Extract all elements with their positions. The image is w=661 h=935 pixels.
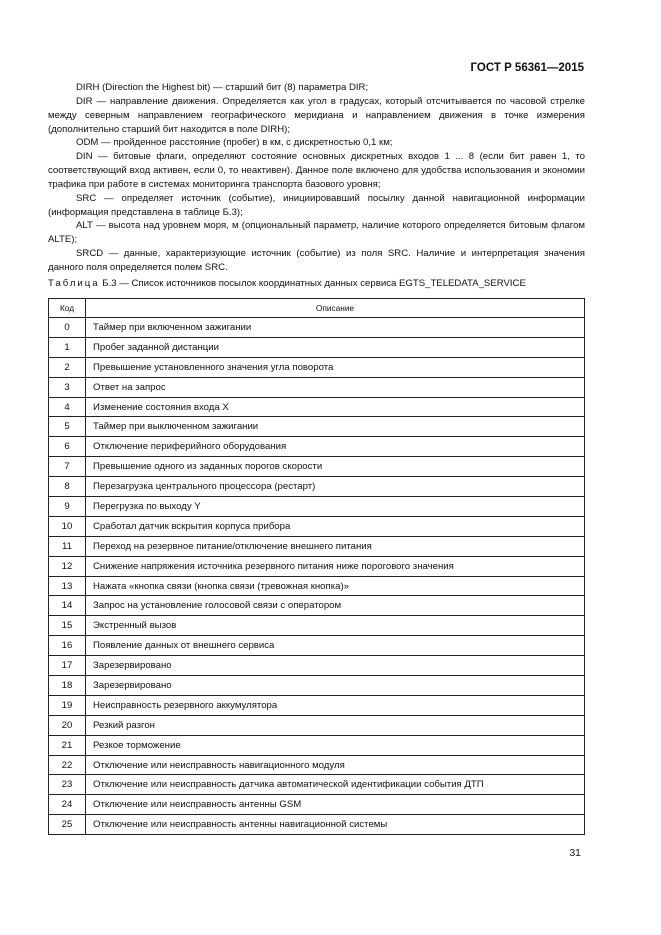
code-cell: 5 [49, 417, 86, 437]
table-row [49, 437, 585, 457]
code-cell: 14 [49, 596, 86, 616]
paragraph-din: DIN — битовые флаги, определяют состояние основных дискретных входов 1 ... 8 (если бит равен 1, то соответствующий вход активен, если 0, то неактивен). Данное поле включено для удобства использования и экономии трафика при работе в системах мониторинга транспорта базового уровня; [48, 151, 585, 190]
table-row [49, 337, 585, 357]
table-row [49, 636, 585, 656]
table-row [49, 457, 585, 477]
code-cell: 24 [49, 795, 86, 815]
paragraph-dir: DIR — направление движения. Определяется как угол в градусах, который отсчитывается по часовой стрелке между северным направлением географического меридиана и направлением движения в точке измерения (дополнительно старший бит находится в поле DIRH); [48, 95, 585, 135]
paragraph-dirh: DIRH (Direction the Highest bit) — старший бит (8) параметра DIR; [76, 82, 369, 93]
table-row [49, 576, 585, 596]
description-cell: Превышение одного из заданных порогов скорости [86, 457, 585, 477]
table-row [49, 676, 585, 696]
description-cell: Экстренный вызов [86, 616, 585, 636]
table-row [49, 616, 585, 636]
table-row [49, 775, 585, 795]
table-row [49, 695, 585, 715]
table-body [49, 318, 585, 835]
description-cell: Снижение напряжения источника резервного питания ниже порогового значения [86, 556, 585, 576]
paragraph-srcd: SRCD — данные, характеризующие источник (событие) из поля SRC. Наличие и интерпретация значения данного поля определяется полем SRC. [48, 248, 585, 273]
code-cell: 3 [49, 377, 86, 397]
code-cell: 9 [49, 497, 86, 517]
table-row [49, 656, 585, 676]
table-row [49, 516, 585, 536]
table-row [49, 735, 585, 755]
table-header-row [49, 299, 585, 318]
table-row [49, 497, 585, 517]
description-cell: Зарезервировано [86, 676, 585, 696]
code-cell: 6 [49, 437, 86, 457]
table-row [49, 795, 585, 815]
description-cell: Неисправность резервного аккумулятора [86, 695, 585, 715]
table-caption-text: Б.3 — Список источников посылок координатных данных сервиса EGTS_TELEDATA_SERVICE [102, 278, 526, 289]
paragraph-alt: ALT — высота над уровнем моря, м (опциональный параметр, наличие которого определяется битовым флагом ALTE); [48, 220, 585, 246]
table-row [49, 596, 585, 616]
code-cell: 20 [49, 715, 86, 735]
description-cell: Нажата «кнопка связи (кнопка связи (тревожная кнопка)» [86, 576, 585, 596]
code-cell: 19 [49, 695, 86, 715]
description-cell: Таймер при выключенном зажигании [86, 417, 585, 437]
table-row [49, 755, 585, 775]
table-row [49, 477, 585, 497]
code-cell: 13 [49, 576, 86, 596]
description-cell: Отключение или неисправность антенны GSM [86, 795, 585, 815]
description-cell: Таймер при включенном зажигании [86, 318, 585, 338]
code-cell: 1 [49, 337, 86, 357]
code-cell: 0 [49, 318, 86, 338]
code-cell: 11 [49, 536, 86, 556]
description-cell: Отключение или неисправность датчика автоматической идентификации события ДТП [86, 775, 585, 795]
description-cell: Сработал датчик вскрытия корпуса прибора [86, 516, 585, 536]
column-header-description: Описание [86, 299, 585, 318]
table-row [49, 417, 585, 437]
description-cell: Появление данных от внешнего сервиса [86, 636, 585, 656]
table-row [49, 318, 585, 338]
description-cell: Изменение состояния входа X [86, 397, 585, 417]
description-cell: Запрос на установление голосовой связи с оператором [86, 596, 585, 616]
code-cell: 10 [49, 516, 86, 536]
table-row [49, 397, 585, 417]
description-cell: Перегрузка по выходу Y [86, 497, 585, 517]
table-caption [48, 278, 526, 289]
body-text [48, 81, 585, 275]
code-cell: 22 [49, 755, 86, 775]
code-cell: 16 [49, 636, 86, 656]
code-cell: 17 [49, 656, 86, 676]
table-row [49, 815, 585, 835]
description-cell: Резкий разгон [86, 715, 585, 735]
description-cell: Резкое торможение [86, 735, 585, 755]
document-header: ГОСТ Р 56361—2015 [470, 62, 584, 74]
paragraph-odm: ODM — пройденное расстояние (пробег) в км, с дискретностью 0,1 км; [76, 137, 393, 149]
code-cell: 12 [49, 556, 86, 576]
description-cell: Зарезервировано [86, 656, 585, 676]
table-row [49, 377, 585, 397]
description-cell: Отключение или неисправность навигационного модуля [86, 755, 585, 775]
description-cell: Пробег заданной дистанции [86, 337, 585, 357]
source-codes-table [48, 298, 585, 835]
code-cell: 7 [49, 457, 86, 477]
description-cell: Отключение периферийного оборудования [86, 437, 585, 457]
description-cell: Отключение или неисправность антенны навигационной системы [86, 815, 585, 835]
table-caption-label: Таблица [48, 278, 100, 289]
description-cell: Превышение установленного значения угла поворота [86, 357, 585, 377]
code-cell: 4 [49, 397, 86, 417]
code-cell: 2 [49, 357, 86, 377]
code-cell: 18 [49, 676, 86, 696]
description-cell: Перезагрузка центрального процессора (рестарт) [86, 477, 585, 497]
table-row [49, 556, 585, 576]
page-number: 31 [569, 847, 581, 859]
code-cell: 15 [49, 616, 86, 636]
paragraph-src: SRC — определяет источник (событие), инициировавший посылку данной навигационной информации (информация представлена в таблице Б.3); [48, 192, 585, 218]
code-cell: 8 [49, 477, 86, 497]
table-row [49, 536, 585, 556]
column-header-code: Код [49, 299, 86, 318]
table-row [49, 357, 585, 377]
code-cell: 21 [49, 735, 86, 755]
code-cell: 25 [49, 815, 86, 835]
description-cell: Переход на резервное питание/отключение внешнего питания [86, 536, 585, 556]
table-row [49, 715, 585, 735]
description-cell: Ответ на запрос [86, 377, 585, 397]
code-cell: 23 [49, 775, 86, 795]
